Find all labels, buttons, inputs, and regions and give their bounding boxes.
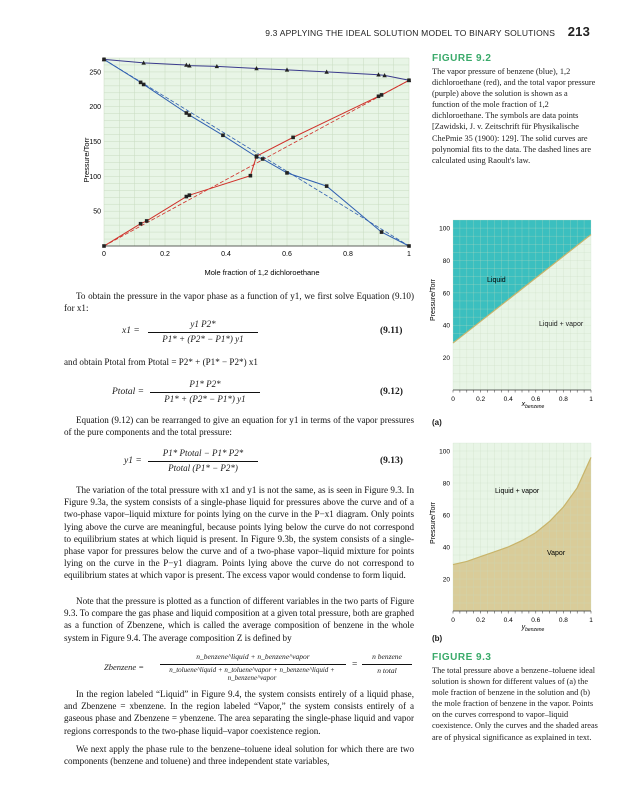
benzene-data-point (188, 113, 192, 117)
paragraph-7: We next apply the phase rule to the benzene–toluene ideal solution for which there are two components (benzene and toluene) and three independent state variables, (64, 744, 414, 767)
eq-z-equals: = (352, 660, 358, 670)
chart3-y-tick: 100 (439, 448, 450, 456)
dce-data-point (188, 193, 192, 197)
benzene-data-point (407, 244, 411, 248)
chart2-x-tick: 0 (451, 396, 455, 403)
eq-9-11-numerator: y1 P2* (190, 319, 216, 329)
chart2-y-axis-label: Pressure/Torr (430, 278, 437, 322)
running-title: 9.3 APPLYING THE IDEAL SOLUTION MODEL TO BINARY SOLUTIONS (265, 28, 556, 38)
region-liquid-vapor-label: Liquid + vapor (539, 321, 584, 328)
eq-z-denominator-2: n total (377, 666, 397, 675)
region-liquid-vapor-label-b: Liquid + vapor (495, 488, 540, 495)
benzene-data-point (325, 184, 329, 188)
paragraph-5: Note that the pressure is plotted as a function of different variables in the two parts of Figure 9.3. To compare the gas phase and liquid composition at a given total pressure, both are graphed as a function of Zbenzene, which is called the average composition of benzene in the whole system in Figure 9.4. The average composition Z is defined by (64, 596, 414, 643)
chart1-y-tick: 50 (93, 208, 101, 216)
chart2-x-tick: 0.2 (476, 396, 486, 403)
chart3-y-tick: 40 (442, 544, 450, 552)
eq-9-12-numerator: P1* P2* (189, 379, 221, 389)
eq-9-13-number: (9.13) (380, 456, 403, 466)
chart2-y-tick: 40 (442, 322, 450, 330)
chart3-x-tick: 0 (451, 617, 455, 624)
chart3-y-axis-label: Pressure/Torr (430, 501, 437, 545)
benzene-data-point (102, 58, 106, 62)
eq-9-13-bar (148, 461, 258, 462)
chart1-x-axis-label: Mole fraction of 1,2 dichloroethane (204, 268, 320, 277)
benzene-data-point (380, 230, 384, 234)
eq-z-lhs: Zbenzene = (104, 662, 144, 672)
benzene-data-point (285, 171, 289, 175)
chart1-y-tick: 250 (89, 69, 101, 77)
region-liquid-label: Liquid (487, 277, 506, 284)
chart1-x-tick: 0.2 (160, 251, 170, 258)
chart3-grid (453, 443, 591, 614)
chart2-x-tick: 0.8 (558, 396, 568, 403)
eq-9-11-number: (9.11) (380, 326, 403, 336)
figure-9-3-caption: The total pressure above a benzene–toluene ideal solution is shown for different values of (a) the mole fraction of benzene in the solution and (b) the mole fraction of benzene in the vapor. Points on the curves correspond to vapor–liquid coexistence. Only the curves and the shaded areas are of physical significance as explained in text. (432, 666, 598, 742)
chart1-y-tick: 100 (89, 173, 101, 181)
chart3-y-tick: 20 (442, 576, 450, 584)
paragraph-1: To obtain the pressure in the vapor phase as a function of y1, we first solve Equation (9.10) for x1: (64, 291, 414, 314)
paragraph-3: Equation (9.12) can be rearranged to give an equation for y1 in terms of the vapor pressures of the pure components and the total pressure: (64, 415, 414, 438)
figure-9-2-label: FIGURE 9.2 (432, 53, 492, 64)
chart1-y-axis-label: Pressure/Torr (82, 137, 91, 183)
eq-z-bar-2 (362, 664, 412, 665)
chart1-x-tick: 0.8 (343, 251, 353, 258)
benzene-data-point (142, 83, 146, 87)
chart1-x-tick: 0.4 (221, 251, 231, 258)
page-number: 213 (567, 24, 590, 39)
eq-9-13-lhs: y1 = (124, 456, 142, 466)
chart2-x-axis-label: $x_{benzene}$ (521, 401, 545, 410)
eq-9-11-bar (148, 332, 258, 333)
benzene-data-point (221, 133, 225, 137)
chart3-x-tick: 1 (589, 617, 593, 624)
benzene-data-point (261, 157, 265, 161)
chart1-x-tick: 1 (407, 251, 411, 258)
chart3-y-tick: 80 (442, 480, 450, 488)
eq-z-numerator-2: n benzene (372, 652, 402, 661)
chart3-x-tick: 0.6 (531, 617, 541, 624)
dce-data-point (255, 154, 259, 158)
panel-b-label: (b) (432, 634, 443, 643)
eq-9-11-lhs: x1 = (122, 326, 140, 336)
eq-z-denominator: n_toluene^liquid + n_toluene^vapor + n_benzene^liquid + n_benzene^vapor (169, 666, 335, 682)
eq-z-bar (160, 664, 346, 665)
chart2-x-tick: 0.4 (503, 396, 513, 403)
dce-data-point (380, 93, 384, 97)
chart3-x-tick: 0.4 (503, 617, 513, 624)
chart2-grid (453, 220, 591, 393)
chart3-x-axis-label: $y_{benzene}$ (521, 624, 545, 633)
dce-data-point (102, 244, 106, 248)
dce-data-point (407, 78, 411, 82)
figure-9-2-caption: The vapor pressure of benzene (blue), 1,2 dichloroethane (red), and the total vapor pressure (purple) above the solution is shown as a function of the mole fraction of 1,2 dichloroethane. The symbols are data points [Zawidski, J. v. Zeitschrift für Physikalische ChePmie 35 (1900): 129]. The solid curves are polynomial fits to the data. The dashed lines are calculated using Raoult's law. (432, 67, 596, 165)
chart2-x-tick: 1 (589, 396, 593, 403)
running-header (265, 24, 590, 39)
eq-9-12-lhs: Ptotal = (112, 387, 145, 397)
chart3-x-tick: 0.2 (476, 617, 486, 624)
eq-z-numerator: n_benzene^liquid + n_benzene^vapor (196, 652, 310, 661)
chart2-y-tick: 60 (442, 290, 450, 298)
dce-data-point (139, 222, 143, 226)
figure-9-3-label: FIGURE 9.3 (432, 652, 492, 663)
chart1-y-tick: 200 (89, 104, 101, 112)
eq-9-11-denominator: P1* + (P2* − P1*) y1 (162, 334, 244, 344)
dce-data-point (249, 174, 253, 178)
eq-9-12-bar (150, 392, 260, 393)
panel-a-label: (a) (432, 418, 442, 427)
figure-9-3a-chart (425, 210, 610, 425)
dce-data-point (291, 136, 295, 140)
figure-9-3b-chart (425, 435, 610, 635)
chart2-y-tick: 100 (439, 225, 450, 233)
chart1-y-tick: 150 (89, 139, 101, 147)
paragraph-6: In the region labeled “Liquid” in Figure 9.4, the system consists entirely of a liquid phase, and Zbenzene = xbenzene. In the region labeled “Vapor,” the system consists entirely of a gaseous phase and Zbenzene = ybenzene. The area separating the single-phase liquid and vapor regions corresponds to the two-phase liquid–vapor coexistence region. (64, 689, 414, 736)
chart2-x-tick: 0.6 (531, 396, 541, 403)
eq-9-13-denominator: Ptotal (P1* − P2*) (168, 463, 238, 473)
chart1-x-tick: 0 (102, 251, 106, 258)
figure-9-2-chart (82, 50, 422, 285)
region-vapor-label: Vapor (547, 550, 566, 557)
paragraph-4: The variation of the total pressure with x1 and y1 is not the same, as is seen in Figure 9.3. In Figure 9.3a, the system consists of a single-phase liquid for pressures above the curve and of a two-phase vapor–liquid mixture for points lying on the curve in the P−x1 diagram. Only points lying above the curve are meaningful, because points lying below the curve do not correspond to equilibrium states at which liquid is present. In Figure 9.3b, the system consists of a single-phase vapor for pressures below the curve and of a two-phase vapor–liquid mixture for points lying on the curve in the P−y1 diagram. Points lying above the curve do not correspond to equilibrium states at which vapor is present. The excess vapor would condense to form liquid. (64, 485, 414, 581)
chart2-y-tick: 80 (442, 257, 450, 265)
chart1-x-tick: 0.6 (282, 251, 292, 258)
eq-9-12-number: (9.12) (380, 387, 403, 397)
chart3-x-tick: 0.8 (558, 617, 568, 624)
eq-9-12-denominator: P1* + (P2* − P1*) y1 (164, 394, 246, 404)
chart3-y-tick: 60 (442, 512, 450, 520)
eq-9-13-numerator: P1* Ptotal − P1* P2* (162, 448, 244, 458)
chart2-y-tick: 20 (442, 355, 450, 363)
dce-data-point (145, 219, 149, 223)
paragraph-2: and obtain Ptotal from Ptotal = P2* + (P1* − P2*) x1 (64, 357, 258, 367)
